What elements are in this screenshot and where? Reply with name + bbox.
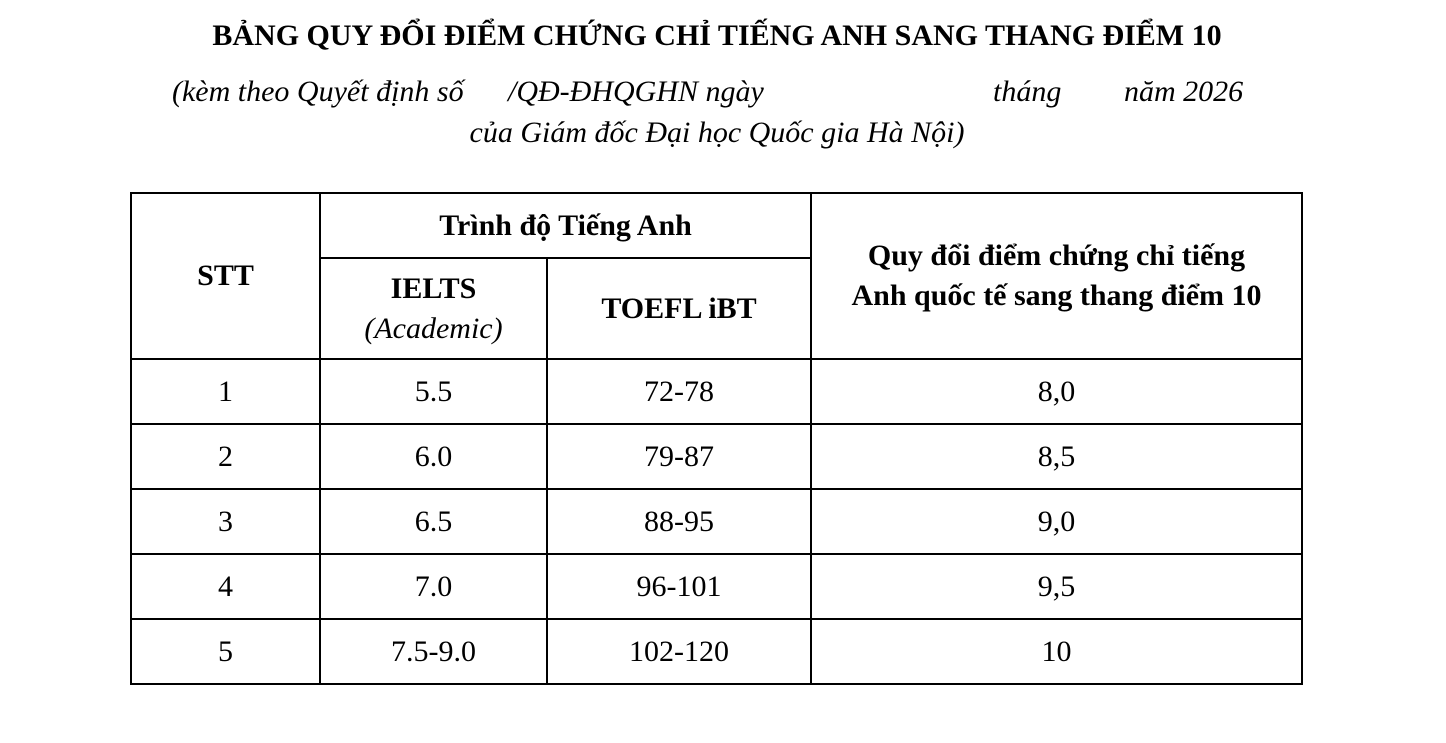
cell-stt: 5 [131,619,320,684]
subtitle-year-label: năm 2026 [1124,75,1244,108]
table-row [131,359,1302,424]
cell-score: 8,5 [811,424,1302,489]
header-conversion [811,193,1302,359]
header-conversion-line1: Quy đổi điểm chứng chỉ tiếng [867,239,1246,272]
cell-toefl: 79-87 [547,424,811,489]
header-ielts-note: (Academic) [364,311,503,345]
table-row [131,424,1302,489]
header-ielts-label: IELTS [390,271,477,305]
cell-score: 10 [811,619,1302,684]
cell-stt: 4 [131,554,320,619]
subtitle-decision-code: /QĐ-ĐHQGHN ngày [508,75,764,108]
cell-stt: 2 [131,424,320,489]
header-stt: STT [131,193,320,359]
cell-score: 9,0 [811,489,1302,554]
cell-stt: 1 [131,359,320,424]
table-row [131,489,1302,554]
subtitle-month-label: tháng [993,75,1062,108]
header-ielts [320,258,547,359]
cell-ielts: 6.0 [320,424,547,489]
cell-score: 9,5 [811,554,1302,619]
subtitle-issuer: của Giám đốc Đại học Quốc gia Hà Nội) [469,116,965,149]
header-row-top [131,193,1302,258]
header-english-level: Trình độ Tiếng Anh [320,193,811,258]
cell-ielts: 6.5 [320,489,547,554]
document-title: BẢNG QUY ĐỔI ĐIỂM CHỨNG CHỈ TIẾNG ANH SANG THANG ĐIỂM 10 [212,19,1222,52]
cell-score: 8,0 [811,359,1302,424]
cell-toefl: 96-101 [547,554,811,619]
conversion-table [130,192,1303,685]
table-row [131,554,1302,619]
cell-stt: 3 [131,489,320,554]
table-row [131,619,1302,684]
header-conversion-line2: Anh quốc tế sang thang điểm 10 [851,279,1262,312]
subtitle-decision-label: (kèm theo Quyết định số [172,75,464,108]
cell-toefl: 88-95 [547,489,811,554]
cell-ielts: 5.5 [320,359,547,424]
header-toefl: TOEFL iBT [547,258,811,359]
cell-toefl: 72-78 [547,359,811,424]
cell-ielts: 7.5-9.0 [320,619,547,684]
cell-toefl: 102-120 [547,619,811,684]
cell-ielts: 7.0 [320,554,547,619]
